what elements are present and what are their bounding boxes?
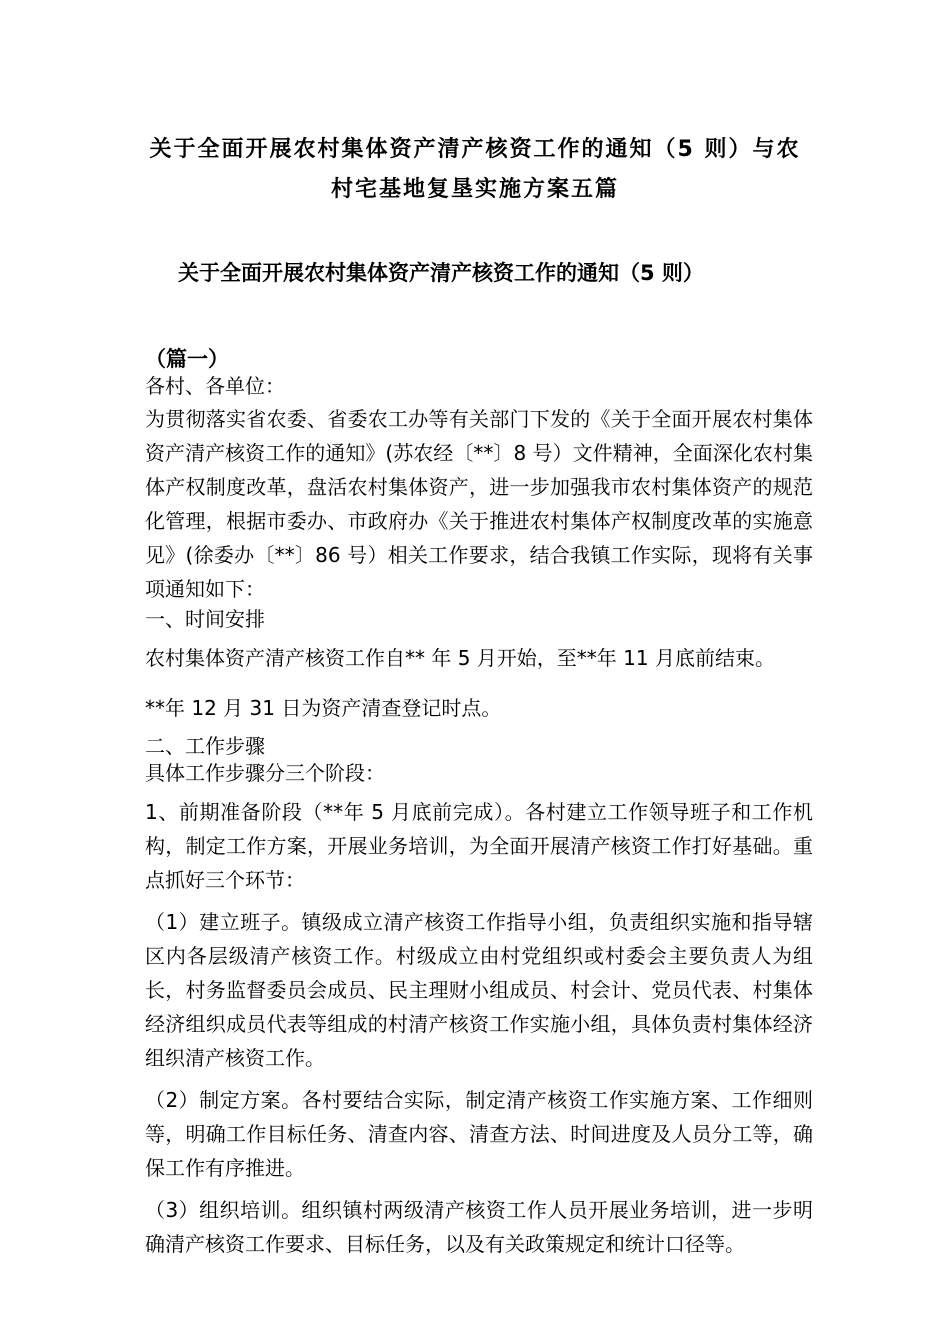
part-label: （篇一）: [145, 347, 229, 371]
step-training-paragraph: （3）组织培训。组织镇村两级清产核资工作人员开展业务培训，进一步明确清产核资工作要求、目标任务，以及有关政策规定和统计口径等。: [145, 1198, 813, 1256]
intro-paragraph: 为贯彻落实省农委、省委农工办等有关部门下发的《关于全面开展农村集体资产清产核资工作的通知》(苏农经〔**〕8 号）文件精神，全面深化农村集体产权制度改革，盘活农村集体资产，进一步加强我市农村集体资产的规范化管理，根据市委办、市政府办《关于推进农村集体产权制度改革的实施意见》(徐委办〔**〕86 号）相关工作要求，结合我镇工作实际，现将有关事项通知如下：: [145, 407, 813, 601]
step-make-plan-paragraph: （2）制定方案。各村要结合实际，制定清产核资工作实施方案、工作细则等，明确工作目标任务、清查内容、清查方法、时间进度及人员分工等，确保工作有序推进。: [145, 1088, 813, 1180]
document-title-line-2: 村宅基地复垦实施方案五篇: [330, 177, 619, 202]
time-schedule-paragraph: 农村集体资产清产核资工作自** 年 5 月开始，至**年 11 月底前结束。: [145, 646, 775, 670]
work-steps-intro: 具体工作步骤分三个阶段：: [145, 761, 385, 785]
document-title-line-1: 关于全面开展农村集体资产清产核资工作的通知（5 则）与农: [149, 137, 801, 162]
phase-one-paragraph: 1、前期准备阶段（**年 5 月底前完成）。各村建立工作领导班子和工作机构，制定工作方案，开展业务培训，为全面开展清产核资工作打好基础。重点抓好三个环节：: [145, 800, 813, 892]
document-body: [145, 373, 813, 1261]
heading-work-steps: 二、工作步骤: [145, 734, 265, 758]
document-title: [120, 130, 830, 210]
registration-date-paragraph: **年 12 月 31 日为资产清查登记时点。: [145, 696, 502, 720]
salutation: 各村、各单位：: [145, 374, 285, 398]
step-build-team-paragraph: （1）建立班子。镇级成立清产核资工作指导小组，负责组织实施和指导辖区内各层级清产核资工作。村级成立由村党组织或村委会主要负责人为组长，村务监督委员会成员、民主理财小组成员、村会计、党员代表、村集体经济组织成员代表等组成的村清产核资工作实施小组，具体负责村集体经济组织清产核资工作。: [145, 910, 813, 1070]
heading-time-schedule: 一、时间安排: [145, 607, 265, 631]
section-title: 关于全面开展农村集体资产清产核资工作的通知（5 则）: [178, 261, 704, 285]
